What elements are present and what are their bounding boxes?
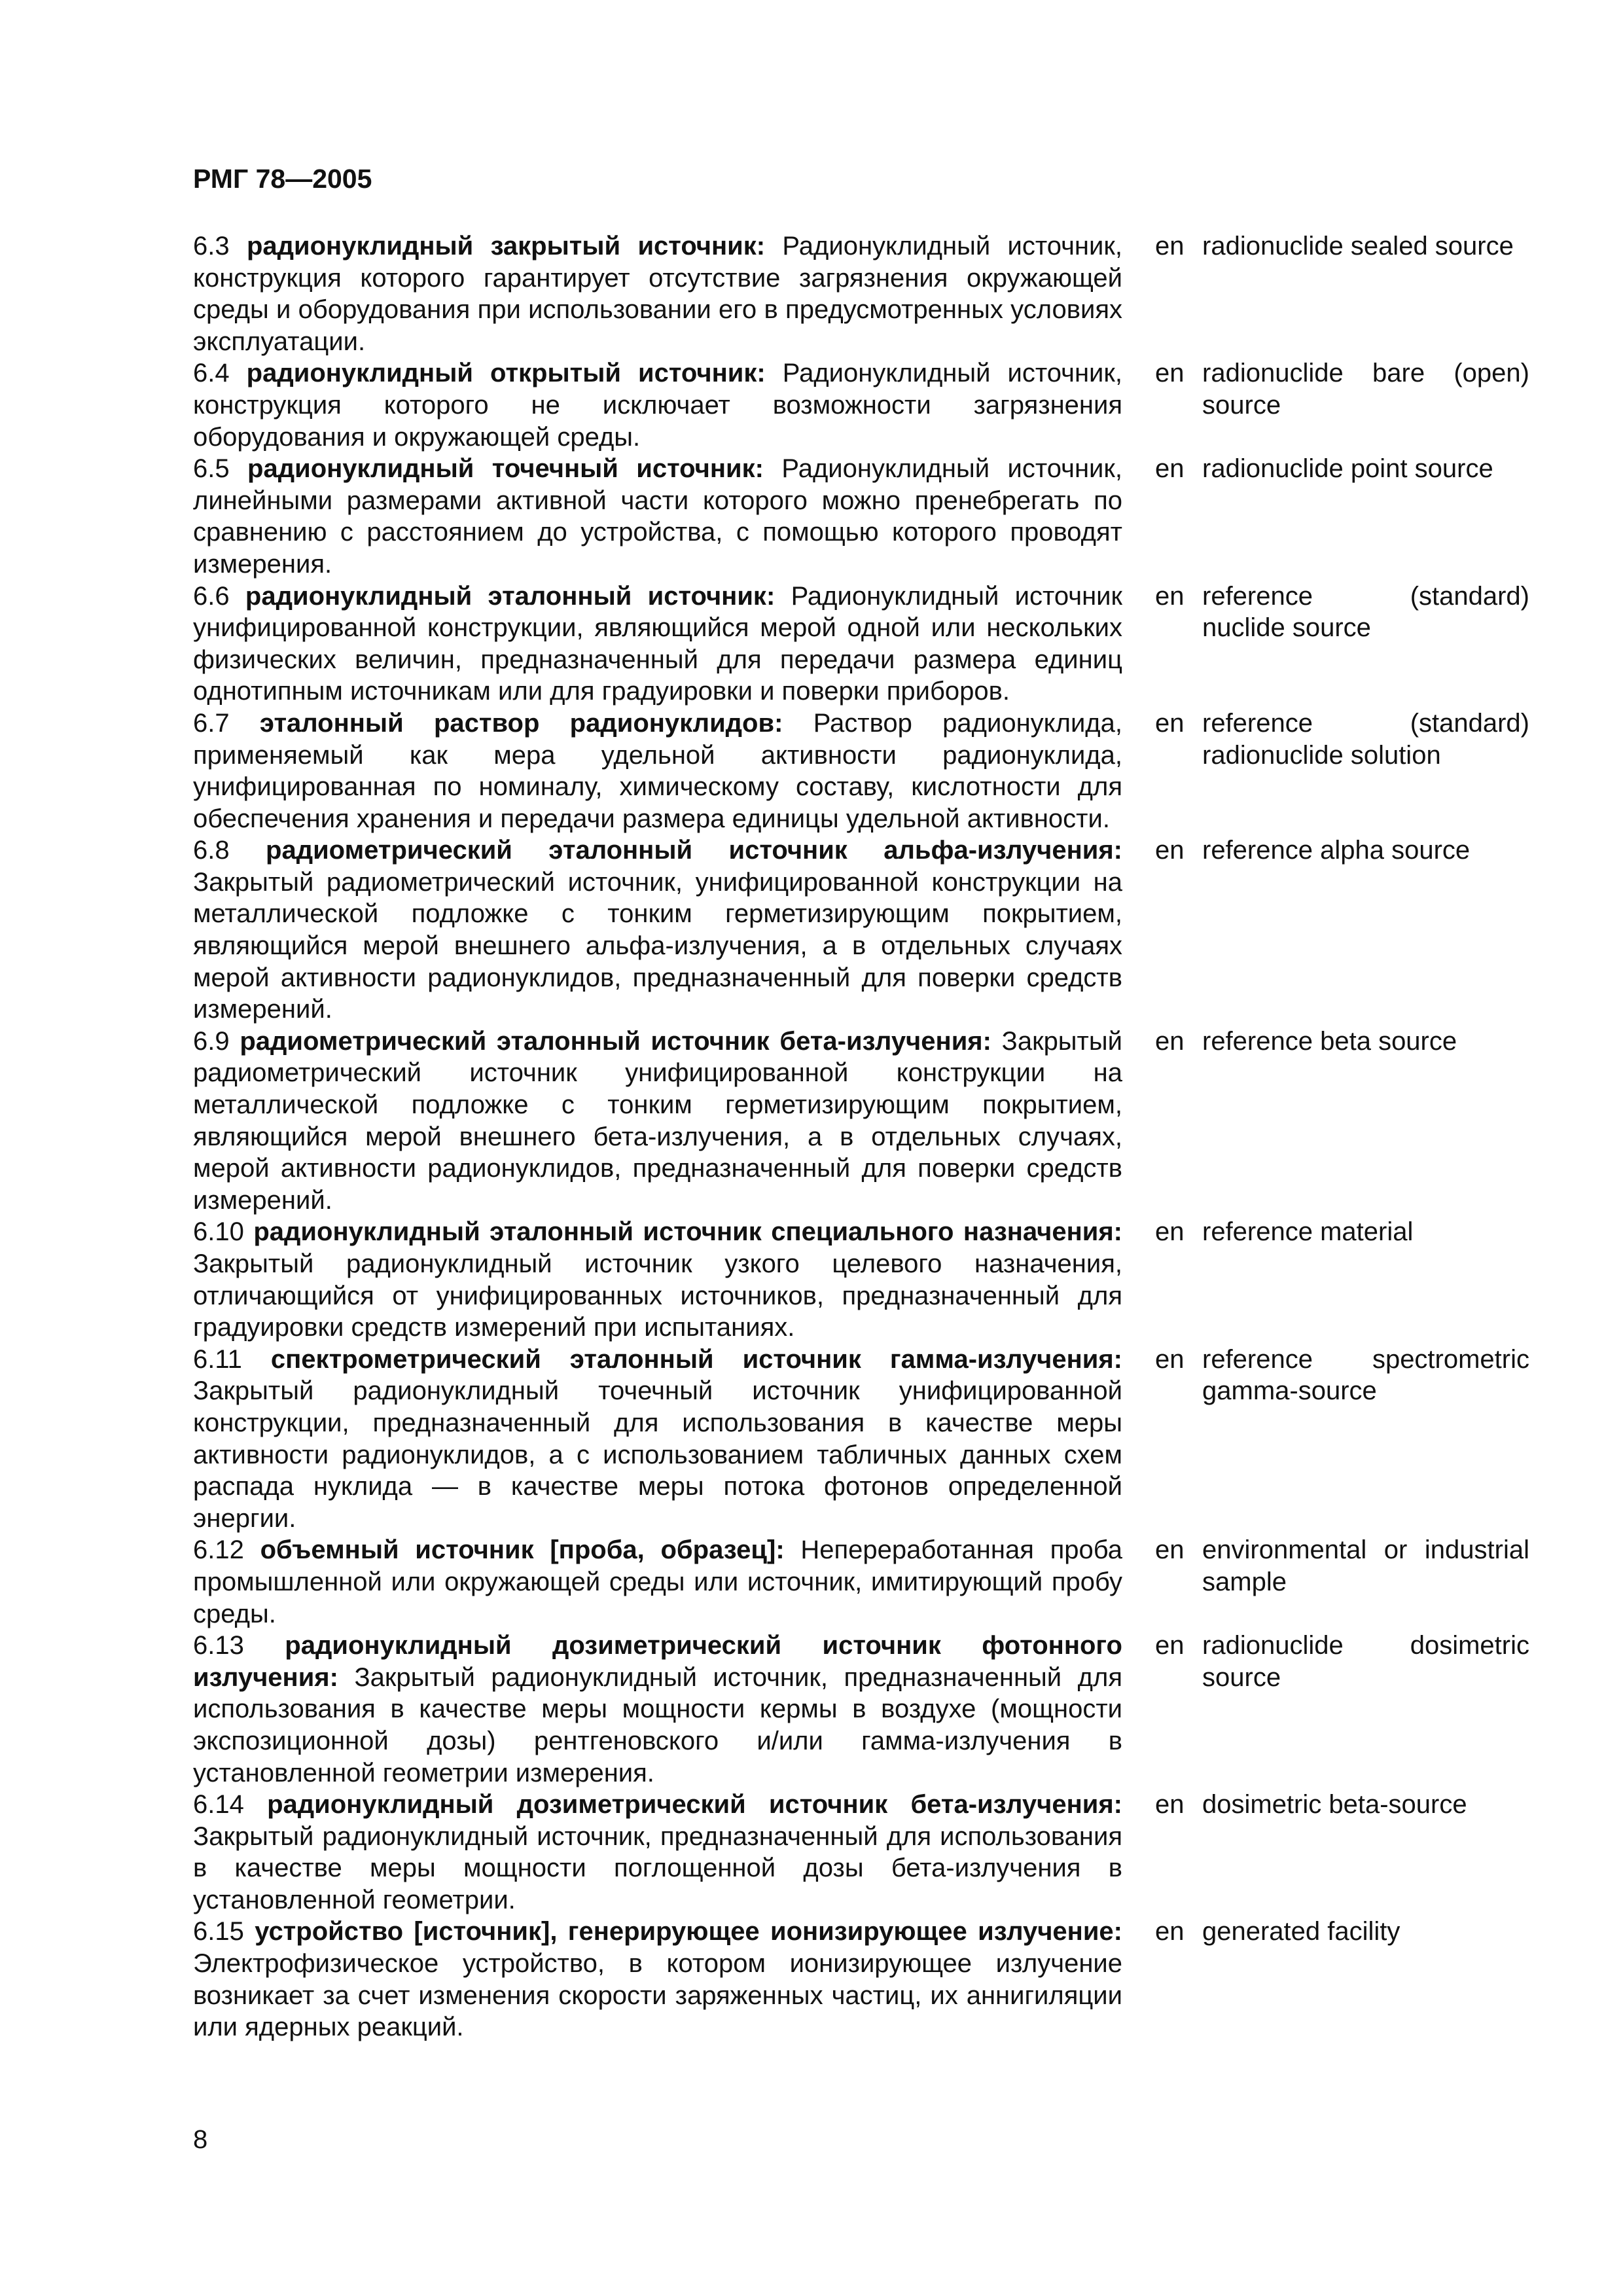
english-equivalent	[1155, 834, 1528, 867]
language-code: en	[1155, 708, 1185, 738]
term-definition: Непереработанная проба промышленной или окружающей среды или источник, имитирующий пробу среды.	[193, 1535, 1122, 1628]
term-definition: Раствор радионуклида, применяемый как мера удельной активности радионуклида, унифицированная по номиналу, химическому составу, кислотности для обеспечения хранения и передачи размера единицы удельной активности.	[193, 708, 1123, 833]
language-code: en	[1155, 1026, 1185, 1056]
term-definition: Закрытый радиометрический источник, унифицированной конструкции на металлической подложке с тонким герметизирующим покрытием, являющийся мерой внешнего альфа-излучения, а в отдельных случаях мерой активности радионуклидов, предназначенный для поверки средств измерений.	[193, 867, 1122, 1024]
term-definition-block	[193, 230, 1122, 357]
term-definition: Закрытый радионуклидный источник, предназначенный для использования в качестве меры мощности кермы в воздухе (мощности экспозиционной дозы) рентгеновского и/или гамма-излучения в установленной геометрии измерения.	[193, 1662, 1122, 1787]
term-definition: Закрытый радионуклидный источник, предназначенный для использования в качестве меры мощности поглощенной дозы бета-излучения в установленной геометрии.	[193, 1821, 1122, 1914]
english-term: radionuclide dosimetric source	[1202, 1631, 1529, 1692]
language-code: en	[1155, 581, 1185, 611]
language-code: en	[1155, 1217, 1185, 1247]
english-term: radionuclide point source	[1202, 454, 1493, 484]
language-code: en	[1155, 1790, 1185, 1820]
term-number: 6.9	[193, 1026, 230, 1056]
term-definition-block	[193, 1216, 1122, 1343]
term-entry	[193, 453, 1528, 580]
term-entry	[193, 1630, 1528, 1789]
language-code: en	[1155, 1917, 1185, 1946]
language-code: en	[1155, 359, 1185, 388]
english-term: reference (standard) nuclide source	[1202, 581, 1529, 643]
term-definition-block	[193, 453, 1122, 580]
term-name: радионуклидный закрытый источник:	[246, 232, 766, 260]
language-code: en	[1155, 1631, 1185, 1660]
term-entry	[193, 1534, 1528, 1630]
term-definition-block	[193, 834, 1122, 1026]
term-definition-block	[193, 1344, 1122, 1535]
english-equivalent	[1155, 1630, 1528, 1693]
english-equivalent	[1155, 357, 1528, 421]
english-term: reference spectrometric gamma-source	[1202, 1344, 1529, 1406]
english-equivalent	[1155, 453, 1528, 485]
term-definition-block	[193, 1789, 1122, 1916]
term-definition-block	[193, 581, 1122, 708]
term-definition: Закрытый радиометрический источник унифицированной конструкции на металлической подложке с тонким герметизирующим покрытием, являющийся мерой внешнего бета-излучения, а в отдельных случаях, мерой активности радионуклидов, предназначенный для поверки средств измерений.	[193, 1026, 1122, 1215]
term-name: радионуклидный дозиметрический источник фотонного излучения:	[193, 1631, 1122, 1692]
term-entry	[193, 1216, 1528, 1343]
term-number: 6.4	[193, 359, 230, 388]
term-entry	[193, 1344, 1528, 1535]
english-equivalent	[1155, 1789, 1528, 1821]
term-definition: Радионуклидный источник, линейными размерами активной части которого можно пренебрегать по сравнению с расстоянием до устройства, с помощью которого проводят измерения.	[193, 454, 1122, 579]
term-definition-block	[193, 708, 1122, 834]
term-definition: Радионуклидный источник унифицированной конструкции, являющийся мерой одной или нескольких физических величин, предназначенный для передачи размера единиц однотипным источникам или для градуировки и поверки приборов.	[193, 581, 1123, 706]
term-number: 6.8	[193, 836, 230, 865]
term-number: 6.13	[193, 1631, 244, 1660]
english-equivalent	[1155, 1026, 1528, 1058]
term-number: 6.5	[193, 454, 230, 484]
term-name: радионуклидный точечный источник:	[247, 454, 764, 484]
english-term: reference beta source	[1202, 1026, 1457, 1056]
language-code: en	[1155, 1344, 1185, 1374]
english-term: environmental or industrial sample	[1202, 1535, 1529, 1596]
term-definition: Закрытый радионуклидный точечный источник унифицированной конструкции, предназначенный для использования в качестве меры активности радионуклидов, а с использованием табличных данных схем распада нуклида — в качестве меры потока фотонов определенной энергии.	[193, 1376, 1122, 1533]
language-code: en	[1155, 232, 1185, 260]
english-term: radionuclide sealed source	[1202, 232, 1514, 260]
term-number: 6.6	[193, 581, 230, 611]
term-definition-block	[193, 1026, 1122, 1217]
english-equivalent	[1155, 581, 1528, 644]
term-entry	[193, 1026, 1528, 1217]
term-number: 6.3	[193, 232, 230, 260]
document-header: РМГ 78—2005	[193, 164, 372, 194]
language-code: en	[1155, 454, 1185, 484]
english-term: reference alpha source	[1202, 836, 1471, 865]
english-term: reference material	[1202, 1217, 1414, 1247]
english-equivalent	[1155, 708, 1528, 771]
term-entry	[193, 1916, 1528, 2043]
term-number: 6.10	[193, 1217, 244, 1247]
language-code: en	[1155, 1535, 1185, 1565]
english-term: reference (standard) radionuclide solution	[1202, 708, 1529, 770]
term-number: 6.7	[193, 708, 230, 738]
english-term: radionuclide bare (open) source	[1202, 359, 1529, 420]
term-entry	[193, 581, 1528, 708]
term-name: устройство [источник], генерирующее ионизирующее излучение:	[255, 1917, 1122, 1946]
term-number: 6.11	[193, 1344, 242, 1374]
english-equivalent	[1155, 1344, 1528, 1407]
term-number: 6.12	[193, 1535, 244, 1565]
term-definition: Радионуклидный источник, конструкция которого гарантирует отсутствие загрязнения окружающей среды и оборудования при использовании его в предусмотренных условиях эксплуатации.	[193, 232, 1122, 356]
term-definition-block	[193, 357, 1122, 453]
term-name: радионуклидный открытый источник:	[246, 359, 766, 388]
term-definition: Радионуклидный источник, конструкция которого не исключает возможности загрязнения оборудования и окружающей среды.	[193, 359, 1122, 452]
english-equivalent	[1155, 1216, 1528, 1248]
term-definition-block	[193, 1534, 1122, 1630]
term-name: эталонный раствор радионуклидов:	[259, 708, 783, 738]
term-name: радиометрический эталонный источник бета-излучения:	[240, 1026, 991, 1056]
term-number: 6.14	[193, 1790, 244, 1820]
term-definition-block	[193, 1916, 1122, 2043]
page-number: 8	[193, 2125, 208, 2154]
term-definition: Закрытый радионуклидный источник узкого целевого назначения, отличающийся от унифицированных источников, предназначенный для градуировки средств измерений при испытаниях.	[193, 1249, 1122, 1342]
term-name: радионуклидный эталонный источник:	[245, 581, 776, 611]
english-equivalent	[1155, 230, 1528, 262]
english-equivalent	[1155, 1916, 1528, 1948]
term-number: 6.15	[193, 1917, 244, 1946]
term-name: радионуклидный дозиметрический источник бета-излучения:	[267, 1790, 1122, 1820]
language-code: en	[1155, 836, 1185, 865]
term-entry	[193, 1789, 1528, 1916]
term-name: радиометрический эталонный источник альфа-излучения:	[266, 836, 1122, 865]
english-term: generated facility	[1202, 1917, 1400, 1946]
term-name: радионуклидный эталонный источник специального назначения:	[253, 1217, 1122, 1247]
term-entry	[193, 357, 1528, 453]
term-entry	[193, 708, 1528, 834]
term-entry	[193, 230, 1528, 357]
term-entry	[193, 834, 1528, 1026]
term-definition: Электрофизическое устройство, в котором ионизирующее излучение возникает за счет изменения скорости заряженных частиц, их аннигиляции или ядерных реакций.	[193, 1949, 1122, 2042]
terms-list	[193, 230, 1528, 2043]
english-equivalent	[1155, 1534, 1528, 1598]
term-name: спектрометрический эталонный источник гамма-излучения:	[270, 1344, 1122, 1374]
english-term: dosimetric beta-source	[1202, 1790, 1467, 1820]
term-definition-block	[193, 1630, 1122, 1789]
term-name: объемный источник [проба, образец]:	[260, 1535, 785, 1565]
